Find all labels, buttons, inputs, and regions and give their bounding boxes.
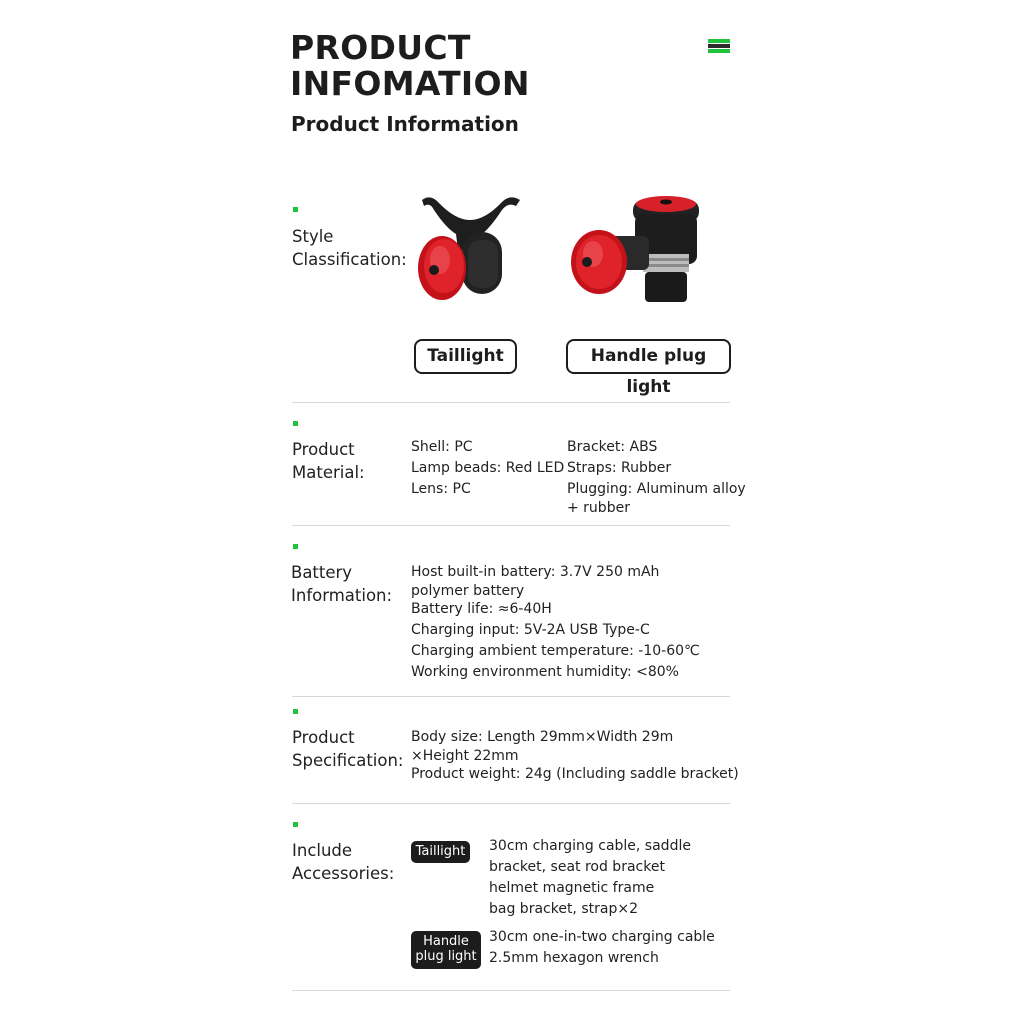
taillight-image — [410, 190, 530, 310]
page-subtitle: Product Information — [291, 112, 519, 136]
handle-accessories-list: 30cm one-in-two charging cable 2.5mm hexagon wrench — [489, 929, 715, 966]
section-marker — [293, 822, 298, 827]
taillight-chip: Taillight — [411, 841, 470, 863]
divider — [292, 696, 730, 697]
material-values-left: Shell: PC Lamp beads: Red LED Lens: PC — [411, 439, 565, 497]
style-label: Style Classification: — [292, 227, 407, 269]
divider — [292, 402, 730, 403]
battery-label: Battery Information: — [291, 563, 393, 605]
section-marker — [293, 421, 298, 426]
handle-plug-light-image — [565, 190, 705, 310]
section-marker — [293, 207, 298, 212]
handle-plug-light-style-tag: Handle plug light — [566, 339, 731, 374]
divider — [292, 803, 730, 804]
taillight-accessories-list: 30cm charging cable, saddle bracket, seat rod bracket helmet magnetic frame bag bracket, strap×2 — [489, 838, 691, 917]
page-title — [290, 30, 710, 102]
page-title-line2: INFOMATION — [290, 64, 530, 103]
flag-icon — [708, 39, 730, 52]
section-marker — [293, 544, 298, 549]
section-marker — [293, 709, 298, 714]
spec-label: Product Specification: — [292, 728, 404, 770]
page-title-line1: PRODUCT — [290, 28, 471, 67]
handle-plug-light-chip: Handle plug light — [411, 931, 481, 969]
taillight-style-tag: Taillight — [414, 339, 517, 374]
material-values-right: Bracket: ABS Straps: Rubber Plugging: Aluminum alloy + rubber — [567, 439, 746, 516]
spec-values: Body size: Length 29mm×Width 29m ×Height 22mm Product weight: 24g (Including saddle bracket) — [411, 729, 739, 782]
material-label: Product Material: — [292, 440, 365, 482]
accessories-label: Include Accessories: — [292, 841, 395, 883]
battery-values: Host built-in battery: 3.7V 250 mAh polymer battery Battery life: ≈6-40H Charging input: 5V-2A USB Type-C Charging ambient temperature: -10-60℃ Working environment humidity: <80% — [411, 564, 700, 680]
divider — [292, 525, 730, 526]
divider — [292, 990, 730, 991]
